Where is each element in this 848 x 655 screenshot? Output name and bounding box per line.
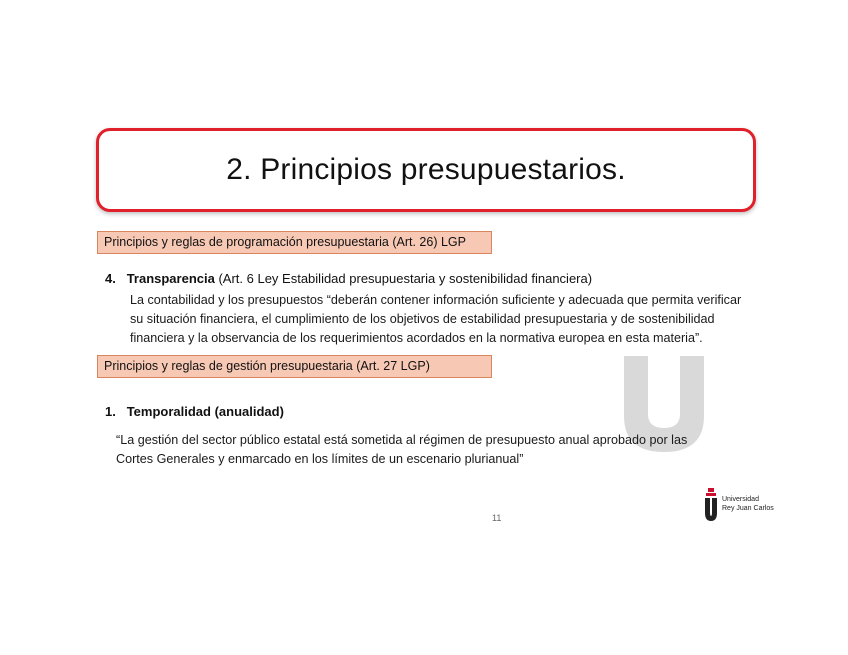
paragraph-line: La contabilidad y los presupuestos “deberán contener información suficiente y adecuada que permita verificar	[130, 293, 742, 307]
item-title: Transparencia	[126, 271, 215, 286]
paragraph-line: financiera y la observancia de los requerimientos acordados en la normativa europea en esta materia”.	[130, 331, 703, 345]
paragraph-line: su situación financiera, el cumplimiento de los objetivos de estabilidad presupuestaria y de sostenibilidad	[130, 312, 715, 326]
logo-line-2: Rey Juan Carlos	[722, 505, 774, 512]
page-number: 11	[492, 513, 502, 523]
paragraph-line: Cortes Generales y enmarcado en los límites de un escenario plurianual”	[116, 452, 524, 466]
item-temporalidad-heading	[105, 404, 284, 420]
slide-title: 2. Principios presupuestarios.	[226, 153, 626, 186]
paragraph-line: “La gestión del sector público estatal está sometida al régimen de presupuesto anual aprobado por las	[116, 433, 688, 447]
item-number: 1.	[105, 404, 116, 419]
transparencia-paragraph	[130, 291, 790, 348]
logo-line-1: Universidad	[722, 496, 759, 503]
item-title: Temporalidad (anualidad)	[126, 404, 284, 419]
section-label-gestion: Principios y reglas de gestión presupuestaria (Art. 27 LGP)	[97, 355, 492, 378]
logo-text	[722, 495, 774, 513]
item-number: 4.	[105, 271, 116, 286]
section-label-programacion: Principios y reglas de programación presupuestaria (Art. 26) LGP	[97, 231, 492, 254]
title-box	[96, 128, 756, 212]
temporalidad-paragraph	[116, 431, 756, 469]
item-reference: (Art. 6 Ley Estabilidad presupuestaria y sostenibilidad financiera)	[218, 271, 593, 286]
item-transparencia-heading	[105, 271, 592, 287]
